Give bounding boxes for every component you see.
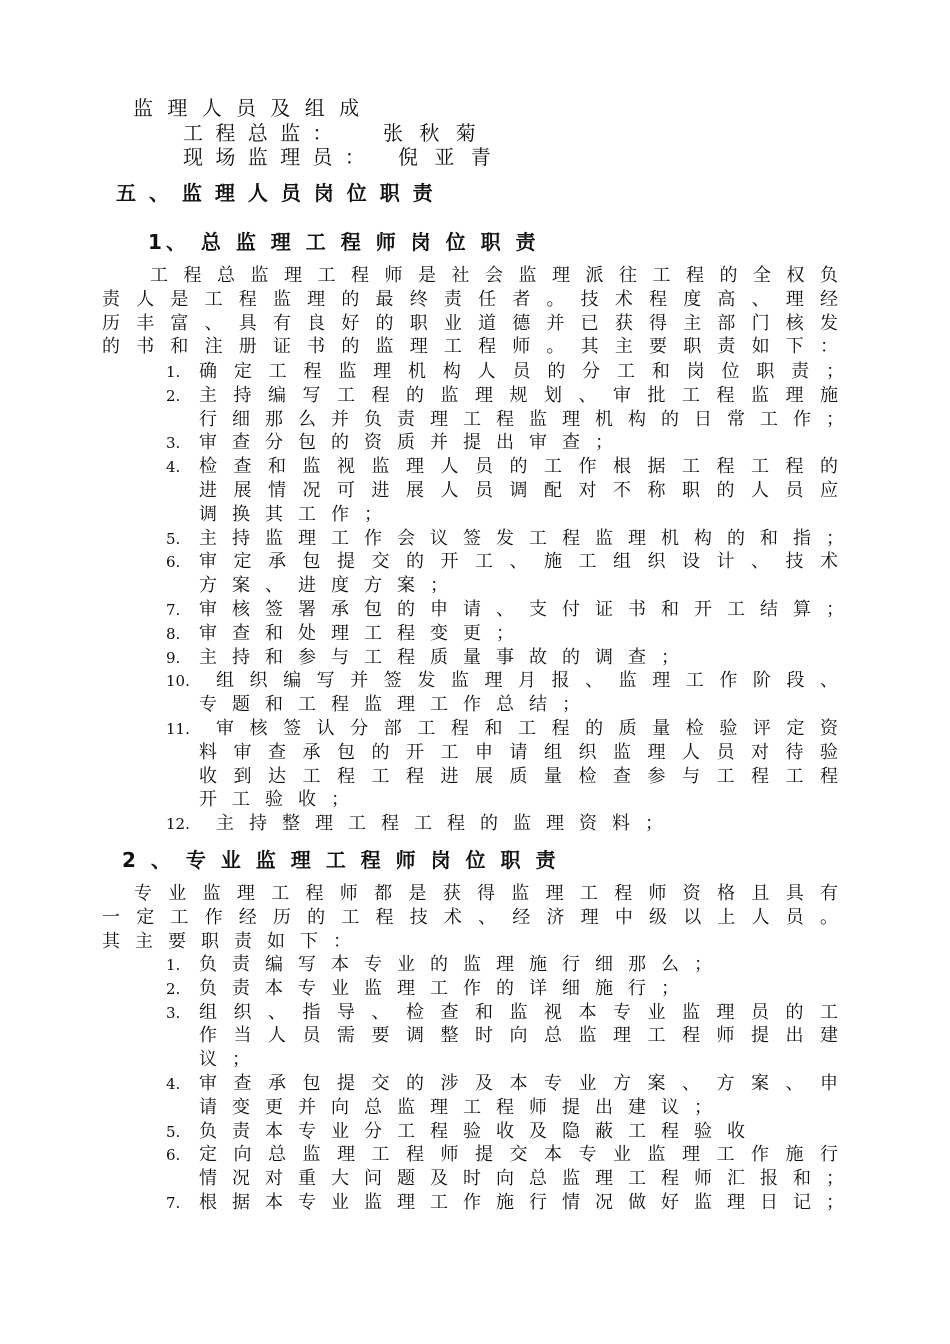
list-item-number: 5. (166, 529, 181, 548)
list-item-text: 负责编写本专业的监理施行细那么； (199, 954, 727, 975)
intro-line: 历丰富、具有良好的职业道德并已获得主部门核发 (102, 312, 838, 334)
list-item-number: 10. (166, 672, 190, 691)
chief-supervisor-label: 工 程 总 监 ： (183, 121, 336, 145)
list-item-text: 进展情况可进展人员调配对不称职的人员应 (199, 480, 838, 501)
list-item-text: 负责本专业监理工作的详细施行； (199, 977, 694, 999)
list-item-text: 审核签认分部工程和工程的质量检验评定资 (216, 718, 838, 739)
list-item-text: 确定工程监理机构人员的分工和岗位职责； (199, 361, 844, 382)
list-item-text: 审定承包提交的开工、施工组织设计、技术 (199, 551, 838, 573)
section-title: 五 、 监 理 人 员 岗 位 职 责 (116, 181, 436, 205)
list-item-text: 审查分包的资质并提出审查； (199, 432, 628, 454)
list-item-text: 主持编写工程的监理规划、审批工程监理施 (199, 384, 838, 406)
list-item-number: 4. (166, 458, 181, 477)
intro-line: 专业监理工程师都是获得监理工程师资格且具有 (134, 883, 838, 904)
list-item-number: 3. (166, 1003, 181, 1022)
list-item-number: 11. (166, 720, 190, 738)
list-item-text: 议； (199, 1049, 265, 1071)
list-item-text: 主持监理工作会议签发工程监理机构的和指； (199, 527, 844, 549)
list-item-number: 3. (166, 434, 181, 453)
list-item-number: 5. (166, 1122, 181, 1141)
list-item-text: 收到达工程工程进展质量检查参与工程工程 (199, 765, 838, 787)
list-item-text: 审查承包提交的涉及本专业方案、方案、申 (199, 1073, 838, 1094)
list-item-number: 1. (166, 363, 181, 381)
list-item-text: 请变更并向总监理工程师提出建议； (199, 1096, 727, 1118)
list-item-number: 2. (166, 386, 181, 405)
list-item-number: 6. (166, 1146, 181, 1165)
list-item-text: 行细那么并负责理工程监理机构的日常工作； (199, 408, 844, 430)
list-item-text: 检查和监视监理人员的工作根据工程工程的 (199, 456, 838, 478)
list-item-text: 组织编写并签发监理月报、监理工作阶段、 (216, 670, 838, 692)
list-item-number: 9. (166, 648, 181, 667)
list-item-text: 调换其工作； (199, 503, 397, 525)
list-item-text: 开工验收； (199, 789, 364, 811)
list-item-text: 定向总监理工程师提交本专业监理工作施行 (199, 1144, 838, 1166)
list-item-number: 7. (166, 1194, 181, 1212)
list-item-number: 8. (166, 624, 181, 643)
list-item-text: 料审查承包的开工申请组织监理人员对待验 (199, 741, 838, 763)
subsection-title-chief: 1、 总 监 理 工 程 师 岗 位 职 责 (148, 230, 540, 254)
list-item-number: 7. (166, 601, 181, 619)
list-item-text: 主持整理工程工程的监理资料； (216, 813, 678, 835)
list-item-text: 情况对重大问题及时向总监理工程师汇报和； (199, 1168, 844, 1190)
list-item-number: 4. (166, 1075, 181, 1093)
list-item-text: 主持和参与工程质量事故的调查； (199, 646, 694, 668)
intro-line: 工程总监理工程师是社会监理派往工程的全权负 (150, 265, 838, 286)
intro-line: 责人是工程监理的最终责任者。技术程度高、理经 (102, 288, 838, 310)
list-item-number: 2. (166, 979, 181, 998)
intro-line: 其主要职责如下： (102, 930, 366, 952)
staff-composition-title: 监 理 人 员 及 组 成 (133, 96, 364, 120)
intro-line: 一定工作经历的工程技术、经济理中级以上人员。 (102, 906, 838, 928)
list-item-number: 1. (166, 956, 181, 974)
list-item-text: 专题和工程监理工作总结； (199, 694, 595, 716)
list-item-number: 6. (166, 553, 181, 572)
site-supervisor-label: 现 场 监 理 员 ： (183, 145, 368, 169)
list-item-number: 12. (166, 815, 190, 834)
chief-supervisor-name: 张 秋 菊 (383, 121, 481, 145)
list-item-text: 负责本专业分工程验收及隐蔽工程验收 (199, 1120, 760, 1142)
list-item-text: 方案、进度方案； (199, 575, 463, 597)
subsection-title-specialist: 2 、 专 业 监 理 工 程 师 岗 位 职 责 (122, 848, 560, 872)
list-item-text: 审查和处理工程变更； (199, 622, 529, 644)
list-item-text: 组织、指导、检查和监视本专业监理员的工 (199, 1001, 838, 1023)
site-supervisor-name: 倪 亚 青 (398, 145, 496, 169)
list-item-text: 作当人员需要调整时向总监理工程师提出建 (199, 1025, 838, 1047)
list-item-text: 审核签署承包的申请、支付证书和开工结算； (199, 599, 844, 620)
list-item-text: 根据本专业监理工作施行情况做好监理日记； (199, 1192, 844, 1213)
intro-line: 的书和注册证书的监理工程师。其主要职责如下： (102, 336, 838, 358)
